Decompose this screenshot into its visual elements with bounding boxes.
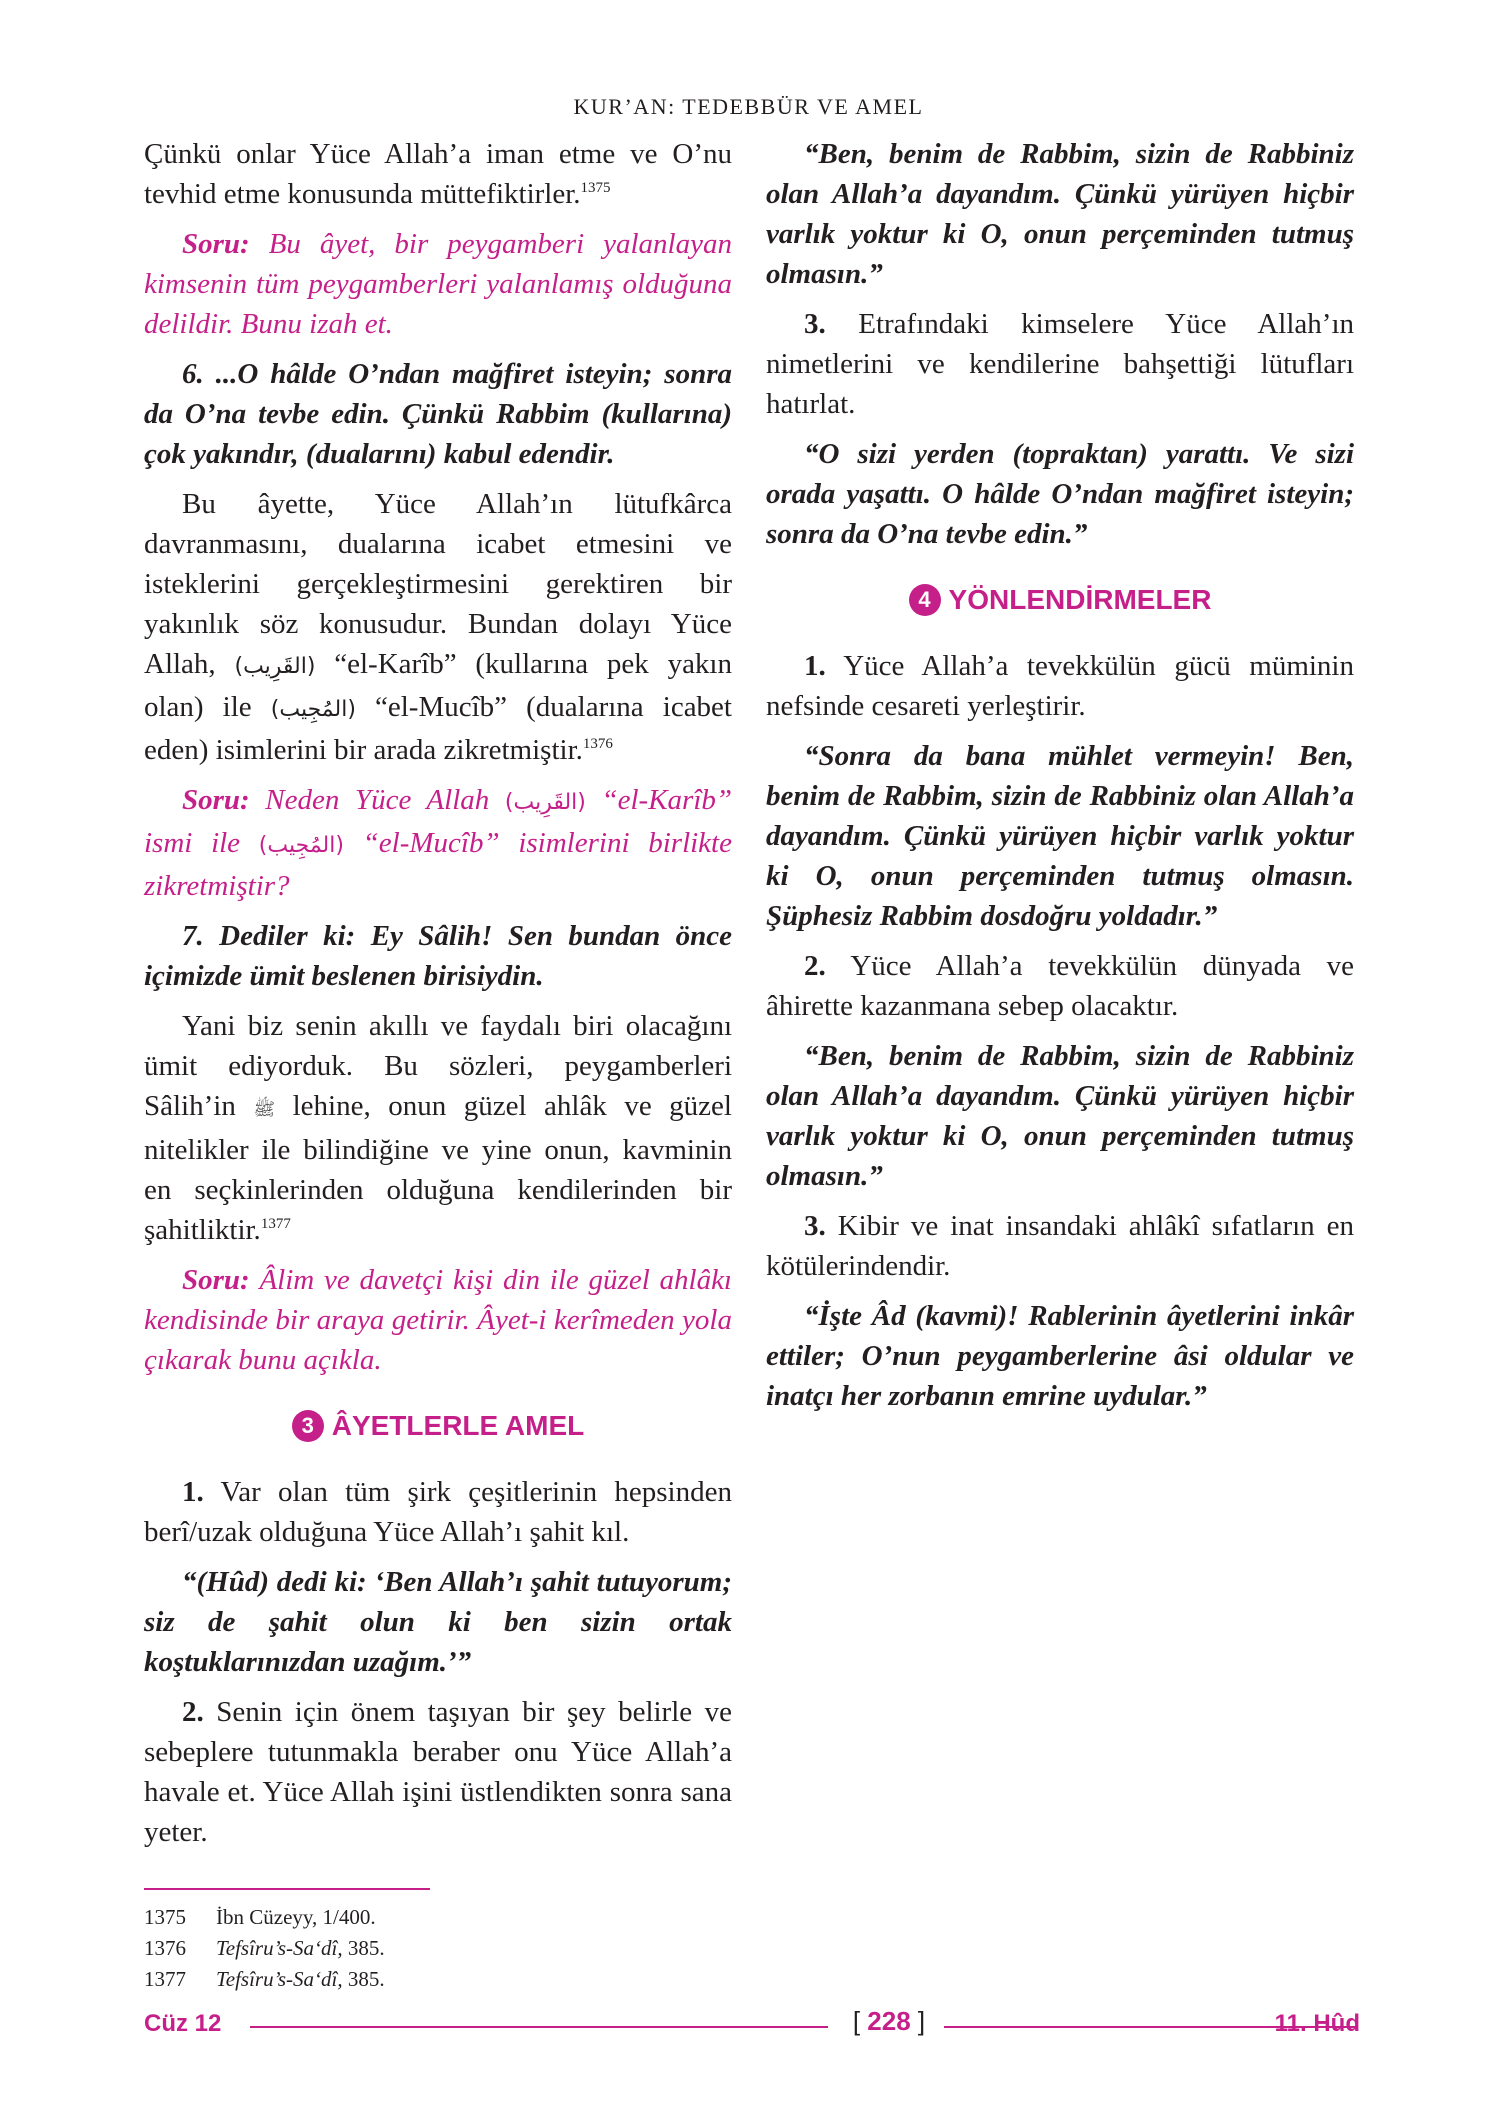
paragraph: 1. Var olan tüm şirk çeşitlerinin hepsinden berî/uzak olduğuna Yüce Allah’ı şahit kıl. <box>144 1476 732 1548</box>
paragraph: Bu âyette, Yüce Allah’ın lütufkârca davranmasını, dualarına icabet etmesini ve isteklerini gerçekleştirmesini gerektiren bir yakınlık söz konusudur. Bundan dolayı Yüce Allah, (القَرِيب) “el-Karîb” (kullarına pek yakın olan) ile (المُجِيب) “el-Mucîb” (dualarına icabet eden) isimlerini bir arada zikretmiştir.$^{1376}$ <box>144 488 732 766</box>
arabic-text: (القَرِيب) <box>234 654 316 679</box>
footnote-ref[interactable]: 1377 <box>260 1216 291 1232</box>
footnote-text: İbn Cüzeyy, 1/400. <box>216 1905 376 1929</box>
verse-quote: “İşte Âd (kavmi)! Rablerinin âyetlerini inkâr ettiler; O’nun peygamberlerine âsi oldular ve inatçı her zorbanın emrine uydular.” <box>766 1300 1354 1412</box>
verse-quote: 7. Dediler ki: Ey Sâlih! Sen bundan önce içimizde ümit beslenen birisiydin. <box>144 920 732 992</box>
verse-quote: “(Hûd) dedi ki: ‘Ben Allah’ı şahit tutuyorum; siz de şahit olun ki ben sizin ortak koştuklarınızdan uzağım.’” <box>144 1566 732 1678</box>
section-heading: 3 ÂYETLERLE AMEL <box>144 1408 732 1444</box>
running-title: KUR’AN: TEDEBBÜR VE AMEL <box>573 94 924 119</box>
footnote-divider <box>144 1888 430 1890</box>
footnote <box>144 1964 744 1995</box>
footnote-number: 1375 <box>144 1905 186 1929</box>
footnote <box>144 1933 744 1964</box>
section-number-badge: 3 <box>292 1410 324 1442</box>
surah-label: 11. Hûd <box>1274 2010 1360 2037</box>
verse-quote: “O sizi yerden (topraktan) yarattı. Ve sizi orada yaşattı. O hâlde O’ndan mağfiret isteyin; sonra da O’na tevbe edin.” <box>766 438 1354 550</box>
page-number: [ 228 ] <box>852 2006 926 2036</box>
question-label: Soru: <box>182 784 250 816</box>
footnote-number: 1377 <box>144 1967 186 1991</box>
paragraph: 2. Senin için önem taşıyan bir şey belirle ve sebeplere tutunmakla beraber onu Yüce Allah’a havale et. Yüce Allah işini üstlendikten sonra sana yeter. <box>144 1696 732 1848</box>
paragraph: 1. Yüce Allah’a tevekkülün gücü müminin nefsinde cesareti yerleştirir. <box>766 650 1354 722</box>
page-footer <box>144 2006 1360 2046</box>
section-number-badge: 4 <box>909 584 941 616</box>
footnote-number: 1376 <box>144 1936 186 1960</box>
paragraph: Yani biz senin akıllı ve faydalı biri olacağını ümit ediyorduk. Bu sözleri, peygamberleri Sâlih’in ﷺ lehine, onun güzel ahlâk ve güzel nitelikler ile bilindiğine ve yine onun, kavminin en seçkinlerinden olduğuna kendilerinden bir şahitliktir.$^{1377}$ <box>144 1010 732 1246</box>
arabic-text: (المُجِيب) <box>258 833 344 858</box>
verse-quote: “Ben, benim de Rabbim, sizin de Rabbiniz olan Allah’a dayandım. Çünkü yürüyen hiçbir varlık yoktur ki O, onun perçeminden tutmuş olmasın.” <box>766 138 1354 290</box>
arabic-text: (القَرِيب) <box>504 790 586 815</box>
paragraph: Çünkü onlar Yüce Allah’a iman etme ve O’nu tevhid etme konusunda müttefiktirler.$^{1375}$ <box>144 138 732 210</box>
footnote-text: Tefsîru’s-Sa‘dî, 385. <box>216 1967 385 1991</box>
footnote <box>144 1902 744 1933</box>
question-block: Soru: Neden Yüce Allah (القَرِيب) “el-Karîb” ismi ile (المُجِيب) “el-Mucîb” isimlerini birlikte zikretmiştir? <box>144 784 733 902</box>
footnote-ref[interactable]: 1375 <box>580 180 611 196</box>
verse-quote: 6. ...O hâlde O’ndan mağfiret isteyin; sonra da O’na tevbe edin. Çünkü Rabbim (kullarına) çok yakındır, (dualarını) kabul edendir. <box>144 358 732 470</box>
question-block: Soru: Bu âyet, bir peygamberi yalanlayan kimsenin tüm peygamberleri yalanlamış olduğuna delildir. Bunu izah et. <box>144 228 732 340</box>
paragraph: 2. Yüce Allah’a tevekkülün dünyada ve âhirette kazanmana sebep olacaktır. <box>766 950 1354 1022</box>
arabic-text: (المُجِيب) <box>270 697 356 722</box>
juz-label: Cüz 12 <box>144 2010 222 2037</box>
question-block: Soru: Âlim ve davetçi kişi din ile güzel ahlâkı kendisinde bir araya getirir. Âyet-i kerîmeden yola çıkarak bunu açıkla. <box>144 1264 732 1376</box>
honorific-symbol: ﷺ <box>253 1099 276 1120</box>
right-column <box>766 134 1354 1426</box>
paragraph: 3. Kibir ve inat insandaki ahlâkî sıfatların en kötülerindendir. <box>766 1210 1354 1282</box>
verse-quote: “Ben, benim de Rabbim, sizin de Rabbiniz olan Allah’a dayandım. Çünkü yürüyen hiçbir varlık yoktur ki O, onun perçeminden tutmuş olmasın.” <box>766 1040 1354 1192</box>
footnote-text: Tefsîru’s-Sa‘dî, 385. <box>216 1936 385 1960</box>
footnote-ref[interactable]: 1376 <box>582 736 613 752</box>
paragraph: 3. Etrafındaki kimselere Yüce Allah’ın nimetlerini ve kendilerine bahşettiği lütufları hatırlat. <box>766 308 1354 420</box>
verse-quote: “Sonra da bana mühlet vermeyin! Ben, benim de Rabbim, sizin de Rabbiniz olan Allah’a dayandım. Çünkü yürüyen hiçbir varlık yoktur ki O, onun perçeminden tutmuş olmasın. Şüphesiz Rabbim dosdoğru yoldadır.” <box>766 740 1354 932</box>
section-heading: 4 YÖNLENDİRMELER <box>766 582 1354 618</box>
footnotes <box>144 1902 744 1995</box>
question-label: Soru: <box>182 1264 250 1296</box>
question-label: Soru: <box>182 228 250 260</box>
footer-rule <box>250 2026 828 2028</box>
left-column <box>144 134 732 1862</box>
